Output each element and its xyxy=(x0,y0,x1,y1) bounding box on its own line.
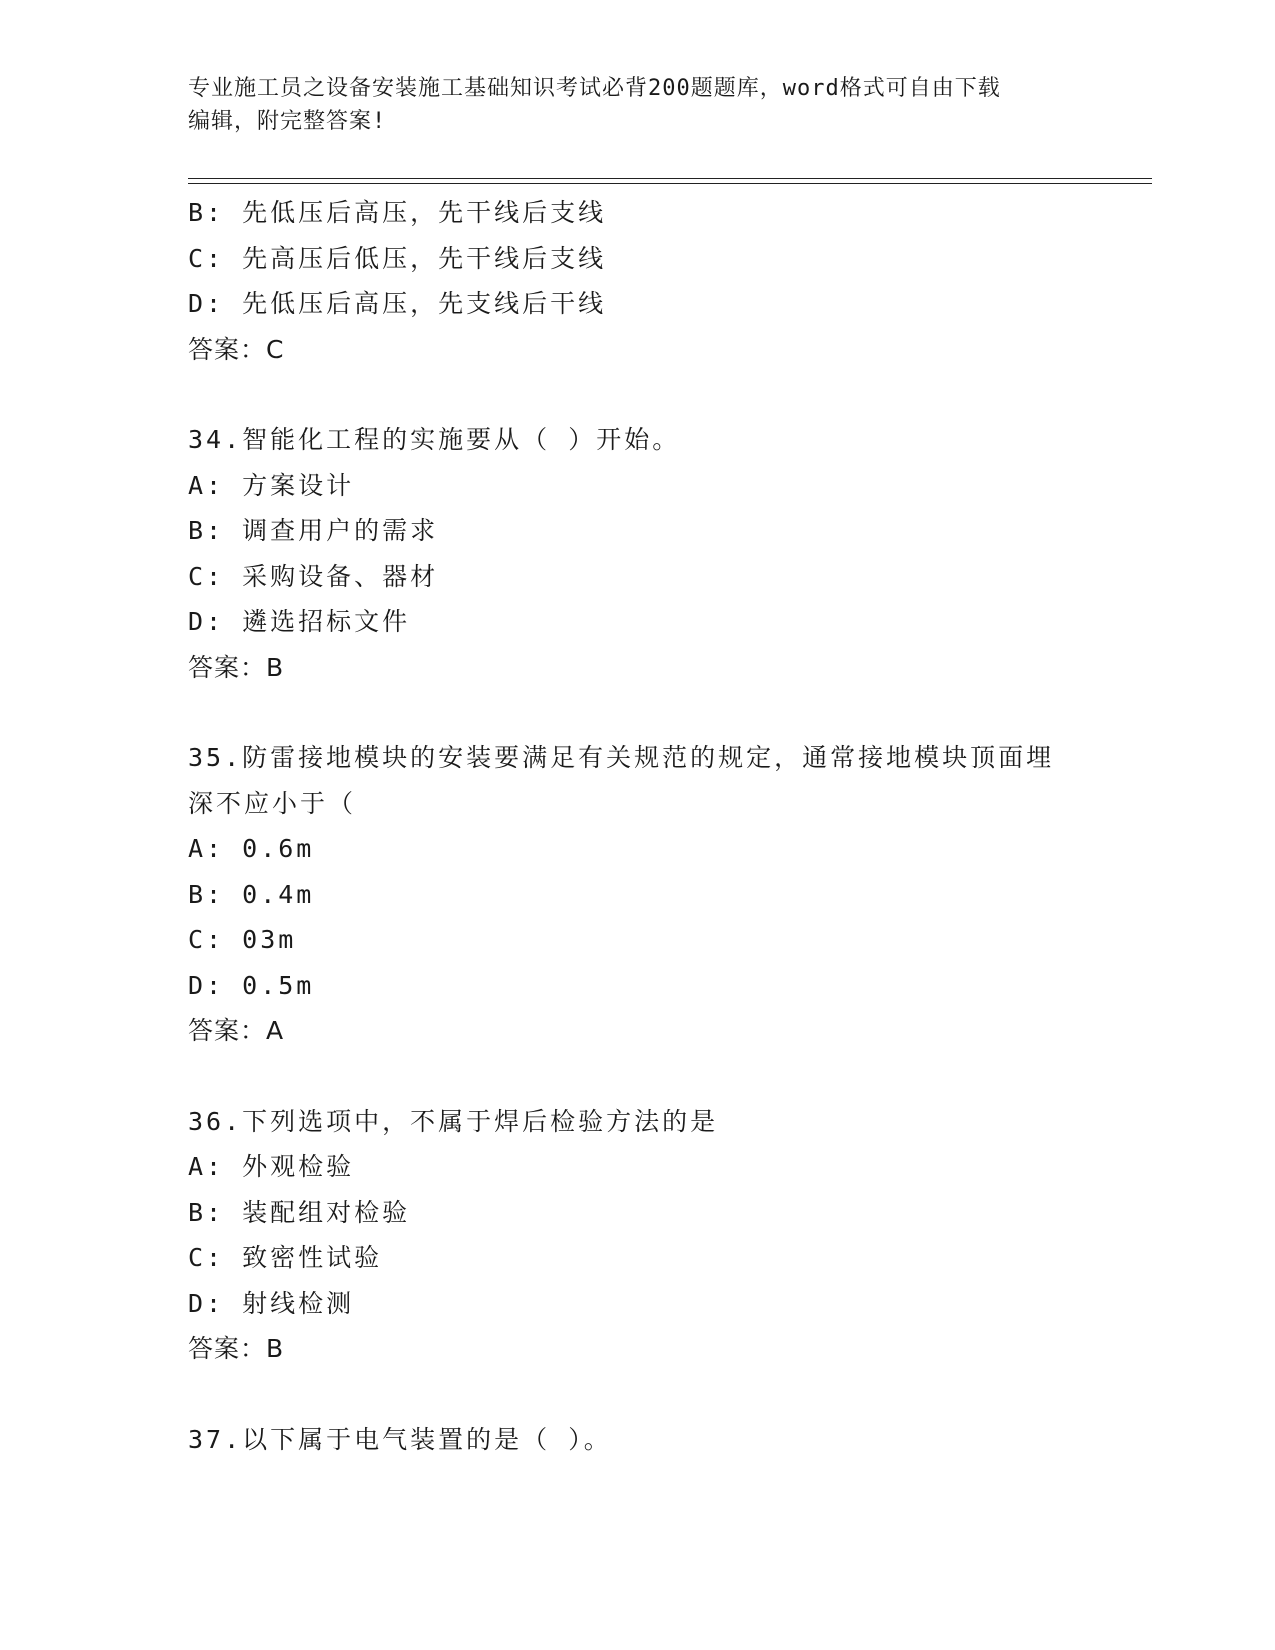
question-text: 36.下列选项中，不属于焊后检验方法的是 xyxy=(188,1106,719,1136)
question-37 xyxy=(188,1417,1088,1463)
question-35 xyxy=(188,735,1088,1054)
option-c: C: 03m xyxy=(188,925,297,954)
answer: 答案：A xyxy=(188,1016,285,1045)
header-line-1: 专业施工员之设备安装施工基础知识考试必背200题题库，word格式可自由下载 xyxy=(188,76,1001,101)
option-d: D: 射线检测 xyxy=(188,1288,355,1318)
option-b: B: 调查用户的需求 xyxy=(188,516,439,545)
answer: 答案：C xyxy=(188,334,285,364)
document-header xyxy=(188,72,1088,138)
option-d: D: 遴选招标文件 xyxy=(188,607,411,636)
option-b: B: 先低压后高压，先干线后支线 xyxy=(188,198,607,227)
question-34 xyxy=(188,417,1088,690)
option-c: C: 致密性试验 xyxy=(188,1243,383,1272)
header-divider-bottom xyxy=(188,183,1152,184)
answer: 答案：B xyxy=(188,1334,285,1363)
option-c: C: 先高压后低压，先干线后支线 xyxy=(188,243,607,273)
header-line-2: 编辑，附完整答案! xyxy=(188,109,387,134)
option-b: B: 0.4m xyxy=(188,879,315,909)
option-a: A: 外观检验 xyxy=(188,1152,355,1181)
question-36 xyxy=(188,1099,1088,1372)
question-text: 37.以下属于电气装置的是（ ）。 xyxy=(188,1424,612,1454)
question-text: 34.智能化工程的实施要从（ ）开始。 xyxy=(188,425,681,454)
question-list xyxy=(188,190,1088,1462)
answer: 答案：B xyxy=(188,652,285,682)
option-d: D: 先低压后高压，先支线后干线 xyxy=(188,289,607,318)
option-d: D: 0.5m xyxy=(188,970,315,1000)
question-text-line-2: 深不应小于（ xyxy=(188,788,357,818)
option-a: A: 0.6m xyxy=(188,834,315,863)
option-a: A: 方案设计 xyxy=(188,470,355,500)
question-text-line-1: 35.防雷接地模块的安装要满足有关规范的规定，通常接地模块顶面埋 xyxy=(188,743,1055,772)
header-divider-top xyxy=(188,178,1152,179)
question-fragment-33 xyxy=(188,190,1088,372)
option-c: C: 采购设备、器材 xyxy=(188,561,439,591)
option-b: B: 装配组对检验 xyxy=(188,1197,411,1227)
